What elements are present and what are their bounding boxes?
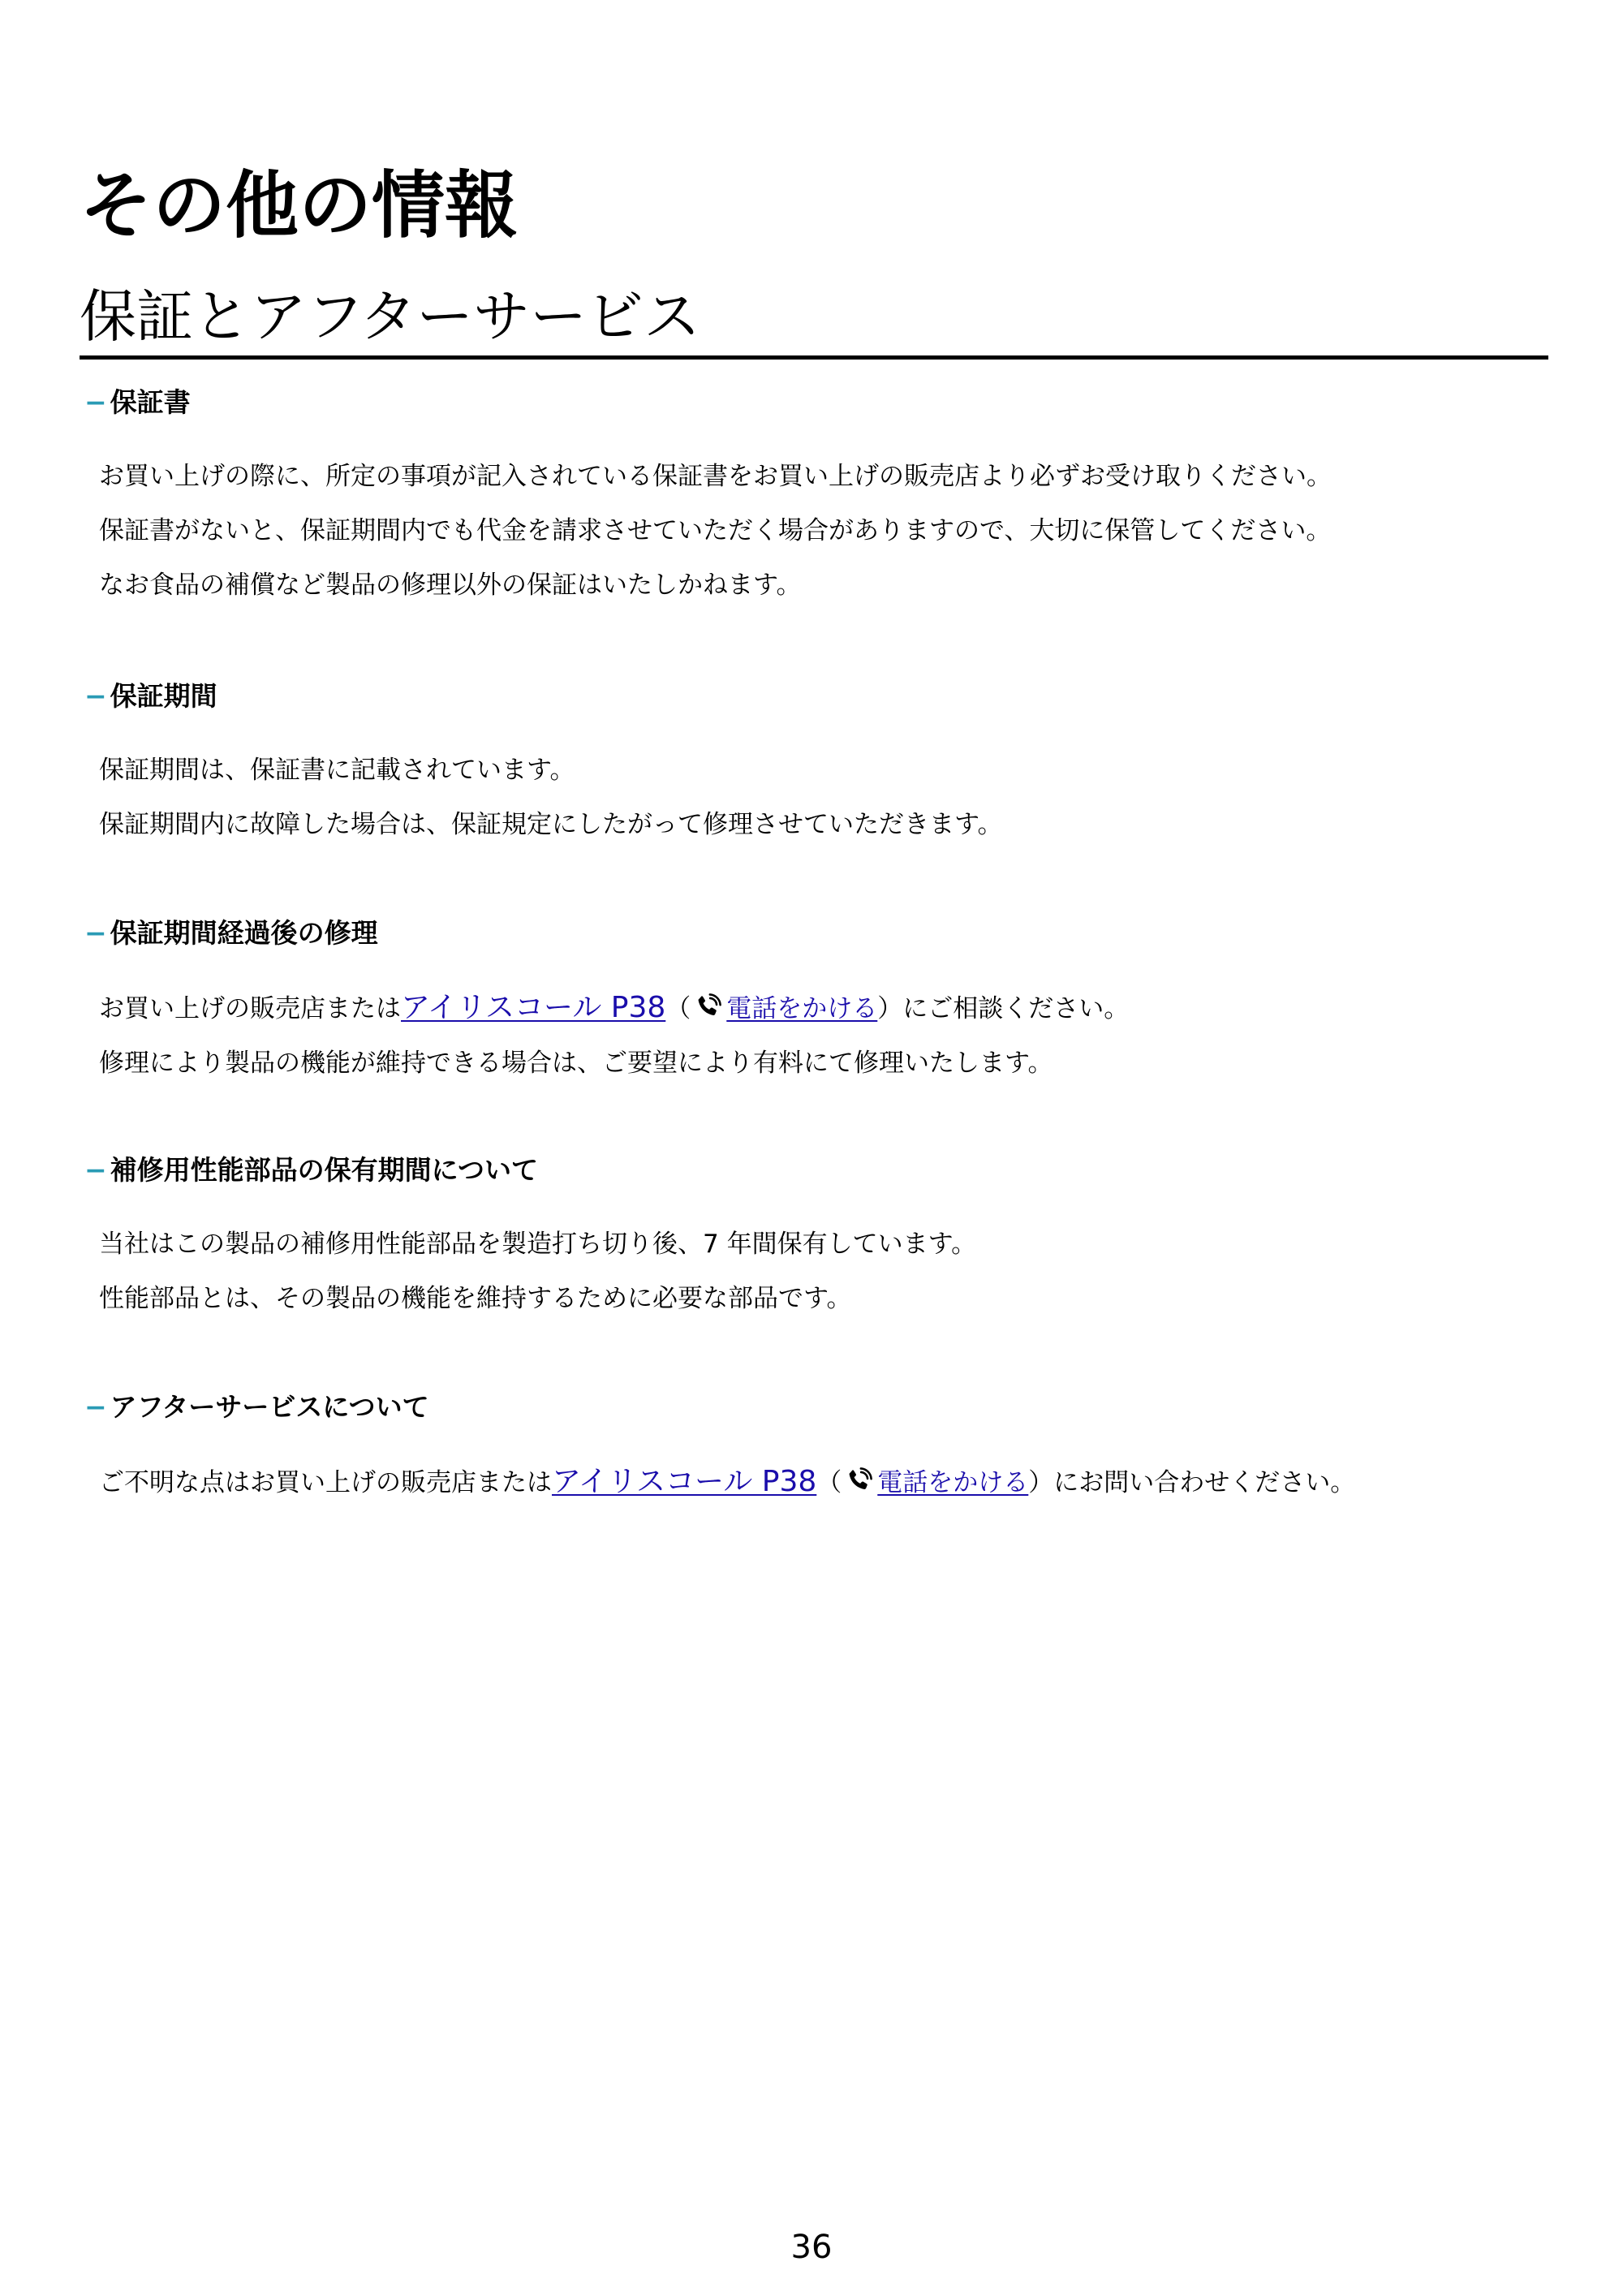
dash-marker: − bbox=[84, 386, 107, 418]
iris-call-link[interactable]: アイリスコール P38 bbox=[401, 991, 666, 1024]
iris-call-link[interactable]: アイリスコール P38 bbox=[552, 1465, 817, 1498]
subheading-warranty-period bbox=[84, 680, 217, 713]
text-line: 保証書がないと、保証期間内でも代金を請求させていただく場合がありますので、大切に保管してください。 bbox=[99, 516, 1332, 545]
text-line: なお食品の補償など製品の修理以外の保証はいたしかねます。 bbox=[99, 571, 802, 600]
text-line: 性能部品とは、その製品の機能を維持するために必要な部品です。 bbox=[99, 1284, 852, 1313]
subheading-parts-retention bbox=[84, 1154, 538, 1187]
phone-icon bbox=[845, 1467, 872, 1495]
dash-marker: − bbox=[84, 1154, 107, 1186]
subheading-repair-after-warranty bbox=[84, 917, 378, 950]
subheading-label: 保証期間経過後の修理 bbox=[110, 917, 378, 949]
subheading-label: 保証期間 bbox=[110, 680, 217, 712]
text-line bbox=[99, 1454, 1355, 1510]
text-line: 当社はこの製品の補修用性能部品を製造打ち切り後、7 年間保有しています。 bbox=[99, 1230, 977, 1259]
text-line: 修理により製品の機能が維持できる場合は、ご要望により有料にて修理いたします。 bbox=[99, 1049, 1053, 1078]
call-link[interactable]: 電話をかける bbox=[726, 994, 878, 1023]
page-title: その他の情報 bbox=[80, 163, 518, 248]
section-heading: 保証とアフターサービス bbox=[80, 282, 1548, 360]
paragraph-repair-after-warranty bbox=[99, 980, 1129, 1091]
text-line: お買い上げの際に、所定の事項が記入されている保証書をお買い上げの販売店より必ずお受け取りください。 bbox=[99, 462, 1332, 491]
page-number: 36 bbox=[790, 2229, 833, 2266]
text-line bbox=[99, 980, 1129, 1036]
subheading-label: 保証書 bbox=[110, 386, 191, 418]
paren-close: ） bbox=[1028, 1468, 1054, 1497]
paren-open: （ bbox=[816, 1468, 842, 1497]
paren-open: （ bbox=[665, 994, 691, 1023]
call-link[interactable]: 電話をかける bbox=[877, 1468, 1029, 1497]
text-segment: にご相談ください。 bbox=[902, 994, 1130, 1023]
paren-close: ） bbox=[877, 994, 903, 1023]
subheading-warranty-card bbox=[84, 386, 191, 419]
paragraph-parts-retention bbox=[99, 1217, 976, 1326]
subheading-after-service bbox=[84, 1391, 429, 1424]
text-segment: ご不明な点はお買い上げの販売店または bbox=[99, 1468, 552, 1497]
dash-marker: − bbox=[84, 917, 107, 949]
text-segment: にお問い合わせください。 bbox=[1053, 1468, 1356, 1497]
paragraph-after-service bbox=[99, 1454, 1355, 1510]
dash-marker: − bbox=[84, 680, 107, 712]
paragraph-warranty-period bbox=[99, 743, 1003, 852]
text-segment: お買い上げの販売店または bbox=[99, 994, 401, 1023]
dash-marker: − bbox=[84, 1391, 107, 1423]
text-line: 保証期間内に故障した場合は、保証規定にしたがって修理させていただきます。 bbox=[99, 810, 1003, 839]
subheading-label: 補修用性能部品の保有期間について bbox=[110, 1154, 538, 1186]
paragraph-warranty-card bbox=[99, 450, 1332, 613]
text-line: 保証期間は、保証書に記載されています。 bbox=[99, 756, 575, 785]
phone-icon bbox=[694, 993, 721, 1021]
subheading-label: アフターサービスについて bbox=[110, 1391, 429, 1423]
